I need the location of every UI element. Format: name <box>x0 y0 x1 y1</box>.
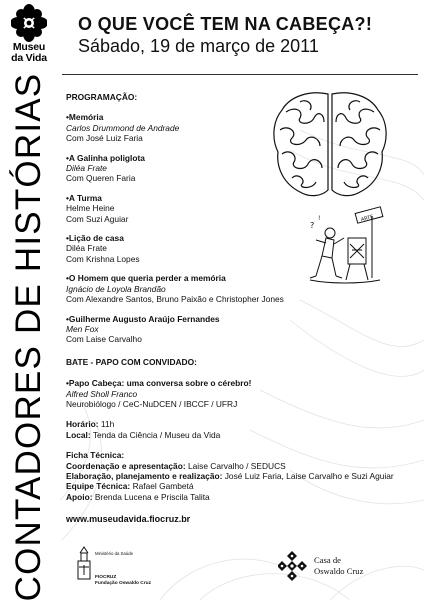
time-value: 11h <box>100 419 115 430</box>
talk-title: •Papo Cabeça: uma conversa sobre o cérebro! <box>66 378 252 389</box>
program-item-author: Men Fox <box>66 323 99 334</box>
program-item-performer: Com Laise Carvalho <box>66 334 142 345</box>
credit-label: Apoio: <box>66 491 93 502</box>
credit-row <box>66 492 424 502</box>
credit-row <box>66 481 424 491</box>
program-item <box>66 314 424 345</box>
vertical-title: CONTADORES DE HISTÓRIAS <box>9 72 48 601</box>
header-divider <box>62 74 418 75</box>
character-head <box>325 228 335 238</box>
program-item-title: •A Turma <box>66 192 102 203</box>
program-item-author: Carlos Drummond de Andrade <box>66 122 180 133</box>
fiocruz-castle-icon <box>76 545 176 590</box>
credit-value: José Luiz Faria, Laise Carvalho e Suzi Aguiar <box>224 470 394 481</box>
flower-emblem-icon <box>11 4 47 42</box>
programacao-heading: PROGRAMAÇÃO: <box>66 92 138 102</box>
svg-text:?: ? <box>310 221 315 230</box>
program-item-performer: Com Krishna Lopes <box>66 253 140 264</box>
talk-block <box>66 378 424 409</box>
sign-text: ARTE <box>360 214 375 224</box>
program-item-title: •A Galinha poliglota <box>66 152 145 163</box>
coc-line1: Casa de <box>314 555 341 565</box>
schedule-location <box>66 430 424 440</box>
program-item-author: Ignácio de Loyola Brandão <box>66 283 166 294</box>
casa-oswaldo-cruz-emblem-icon <box>278 549 388 583</box>
logo-name-line2: da Vida <box>11 52 47 64</box>
logo-name-line1: Museu <box>12 41 46 53</box>
schedule-time <box>66 419 424 429</box>
location-label: Local: <box>66 429 91 440</box>
program-item-title: •Guilherme Augusto Araújo Fernandes <box>66 313 220 324</box>
program-item-performer: Com Suzi Aguiar <box>66 213 129 224</box>
credit-row <box>66 471 424 481</box>
talk-affiliation: Neurobiólogo / CeC-NuDCEN / IBCCF / UFRJ <box>66 398 238 409</box>
brain-illustration <box>270 88 390 288</box>
credits-block <box>66 450 424 502</box>
fiocruz-logo <box>76 545 176 590</box>
event-title: O QUE VOCÊ TEM NA CABEÇA?! <box>78 14 373 34</box>
ministry-text: Ministério da Saúde <box>95 551 133 556</box>
program-item-title: •Lição de casa <box>66 233 124 244</box>
svg-text:!: ! <box>318 215 321 222</box>
coc-line2: Oswaldo Cruz <box>314 566 364 576</box>
credit-label: Equipe Técnica: <box>66 481 131 492</box>
location-value: Tenda da Ciência / Museu da Vida <box>92 429 221 440</box>
credits-heading: Ficha Técnica: <box>66 450 125 461</box>
website-link[interactable]: www.museudavida.fiocruz.br <box>66 514 191 525</box>
credit-label: Elaboração, planejamento e realização: <box>66 470 223 481</box>
program-item-author: Diléa Frate <box>66 163 107 174</box>
poster-header <box>78 14 418 57</box>
program-item-performer: Com Queren Faria <box>66 173 136 184</box>
casa-oswaldo-cruz-logo <box>278 549 388 583</box>
program-item-title: •O Homem que queria perder a memória <box>66 273 226 284</box>
program-item-performer: Com José Luiz Faria <box>66 133 143 144</box>
program-item-author: Diléa Frate <box>66 243 107 254</box>
talk-speaker: Alfred Sholl Franco <box>66 388 138 399</box>
credit-value: Laise Carvalho / SEDUCS <box>187 460 286 471</box>
bate-papo-heading: BATE - PAPO COM CONVIDADO: <box>66 356 197 367</box>
time-label: Horário: <box>66 419 99 430</box>
credit-label: Coordenação e apresentação: <box>66 460 186 471</box>
fiocruz-full-name: Fundação Oswaldo Cruz <box>95 581 151 586</box>
fiocruz-text: FIOCRUZ <box>95 575 117 580</box>
program-item-author: Helme Heine <box>66 203 115 214</box>
program-item-performer: Com Alexandre Santos, Bruno Paixão e Christopher Jones <box>66 294 284 305</box>
credit-value: Brenda Lucena e Priscila Talita <box>94 491 210 502</box>
credit-row <box>66 461 424 471</box>
credit-value: Rafael Gambetá <box>132 481 194 492</box>
program-item-title: •Memória <box>66 112 104 123</box>
museu-da-vida-logo <box>5 4 53 70</box>
vertical-title-container <box>0 72 58 601</box>
event-date: Sábado, 19 de março de 2011 <box>78 36 319 56</box>
